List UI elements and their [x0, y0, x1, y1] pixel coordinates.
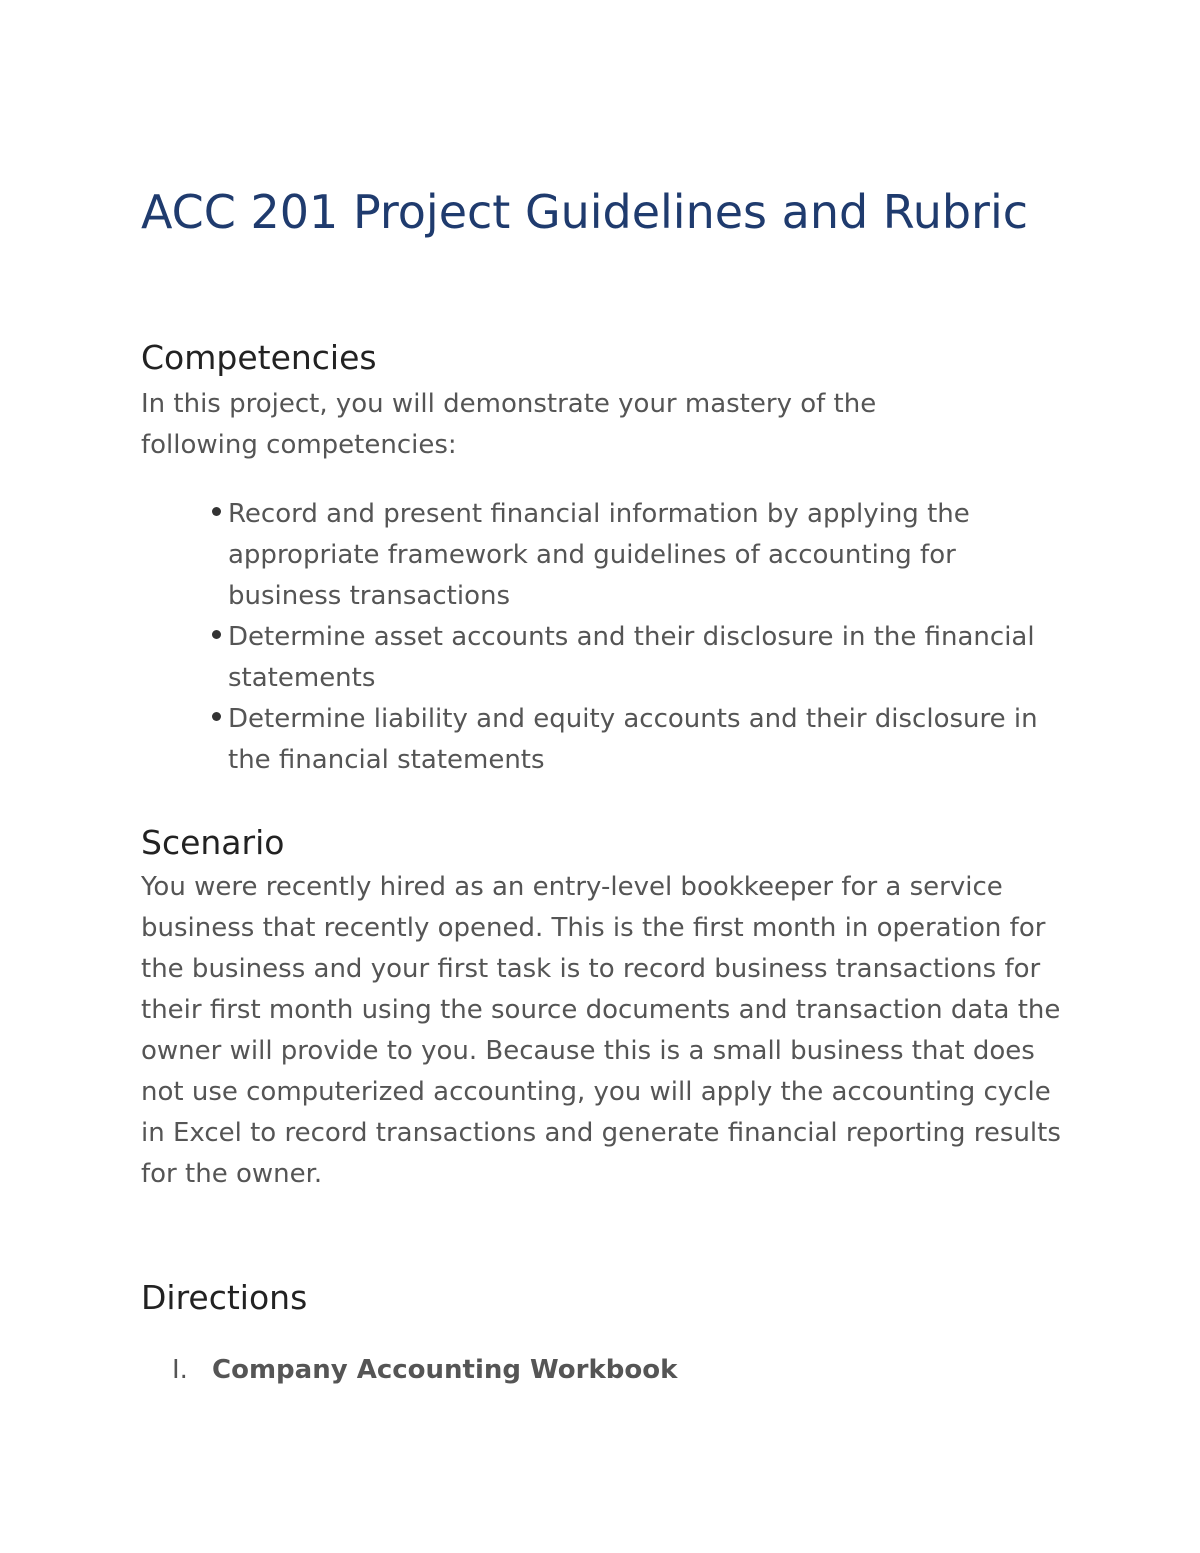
bullet-icon [212, 630, 221, 639]
bullet-icon [212, 507, 221, 516]
competency-text: Determine liability and equity accounts and their disclosure in the financial statements [228, 704, 1038, 775]
directions-heading: Directions [141, 1278, 308, 1317]
competency-text: Record and present financial information by applying the appropriate framework and guidelines of accounting for business transactions [228, 499, 970, 611]
roman-numeral: I. [172, 1355, 188, 1385]
directions-item-label: Company Accounting Workbook [212, 1355, 678, 1385]
list-item [187, 617, 1067, 699]
competencies-intro: In this project, you will demonstrate your mastery of the following competencies: [141, 389, 877, 460]
directions-item [172, 1350, 677, 1391]
competencies-heading: Competencies [141, 338, 377, 377]
bullet-icon [212, 712, 221, 721]
competency-text: Determine asset accounts and their disclosure in the financial statements [228, 622, 1035, 693]
competencies-list [187, 494, 1067, 781]
list-item [187, 699, 1067, 781]
scenario-text: You were recently hired as an entry-level bookkeeper for a service business that recently opened. This is the first month in operation for the business and your first task is to record business transactions for their first month using the source documents and transaction data the owner will provide to you. Because this is a small business that does not use computerized accounting, you will apply the accounting cycle in Excel to record transactions and generate financial reporting results for the owner. [141, 872, 1061, 1189]
list-item [187, 494, 1067, 617]
document-title: ACC 201 Project Guidelines and Rubric [141, 185, 1029, 239]
scenario-heading: Scenario [141, 823, 285, 862]
